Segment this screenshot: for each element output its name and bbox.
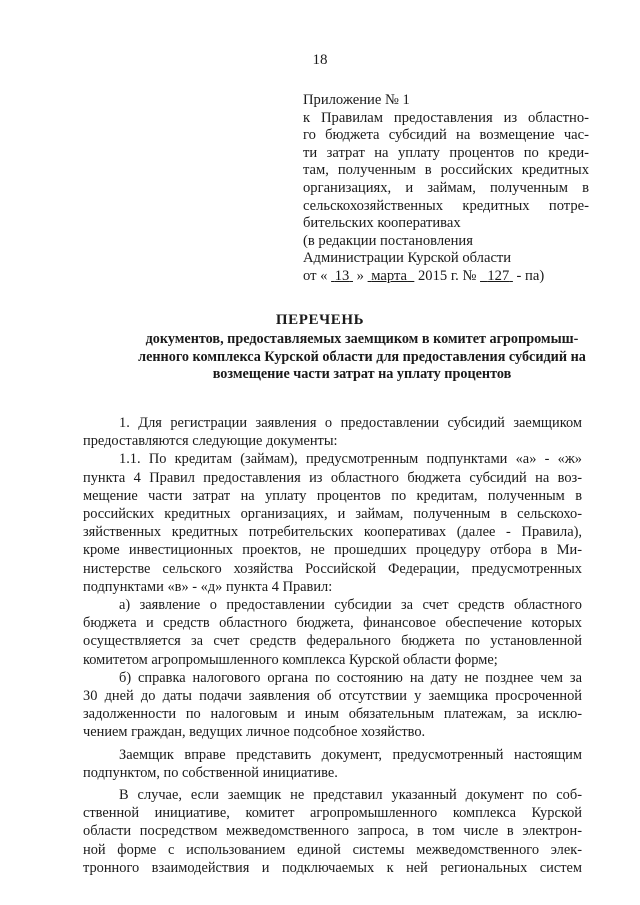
body-line: зяйственных кредитных потребительских кооперативах (далее - Правила), bbox=[83, 524, 582, 541]
appendix-line: организациях, и займам, полученным в bbox=[303, 179, 589, 196]
date-year: 2015 г. № bbox=[417, 267, 477, 284]
subtitle-line: возмещение части затрат на уплату процентов bbox=[212, 366, 512, 382]
body-line: б) справка налогового органа по состоянию на дату не позднее чем за bbox=[119, 669, 582, 686]
appendix-line: Приложение № 1 bbox=[303, 92, 410, 108]
body-line: нистерстве сельского хозяйства Российской Федерации, предусмотренных bbox=[83, 560, 582, 577]
body-line: тронного взаимодействия и подключаемых к ней региональных систем bbox=[83, 859, 582, 876]
body-line: а) заявление о предоставлении субсидии за счет средств областного bbox=[119, 597, 582, 614]
appendix-date-line bbox=[303, 268, 589, 286]
appendix-line: го бюджета субсидий на возмещение час- bbox=[303, 127, 589, 144]
document-body bbox=[83, 414, 582, 877]
body-line: 1.1. По кредитам (займам), предусмотренным подпунктами «а» - «ж» bbox=[119, 451, 582, 468]
date-day: 13 bbox=[334, 267, 350, 284]
body-line: российских кредитных организациях, и займам, полученным в сельскохо- bbox=[83, 506, 582, 523]
appendix-line: ти затрат на уплату процентов по креди- bbox=[303, 144, 589, 161]
appendix-line: бительских кооперативах bbox=[303, 215, 461, 232]
document-subtitle bbox=[112, 331, 612, 384]
appendix-line: там, полученным в российских кредитных bbox=[303, 162, 589, 179]
body-line: области посредством межведомственного запроса, в том числе в электрон- bbox=[83, 823, 582, 840]
page-number: 18 bbox=[312, 52, 328, 68]
body-line: 30 дней до даты подачи заявления об отсутствии у заемщика просроченной bbox=[83, 688, 582, 705]
body-line: подпунктами «в» - «д» пункта 4 Правил: bbox=[83, 578, 333, 595]
body-line: бюджета и средств областного бюджета, финансовое обеспечение которых bbox=[83, 615, 582, 632]
body-line: подпунктом, по собственной инициативе. bbox=[83, 764, 338, 781]
document-title: ПЕРЕЧЕНЬ bbox=[275, 312, 365, 328]
body-line: задолженности по налоговым и иным обязательным платежам, за исклю- bbox=[83, 706, 582, 723]
body-line: В случае, если заемщик не представил указанный документ по соб- bbox=[119, 787, 582, 804]
subtitle-line: ленного комплекса Курской области для предоставления субсидий на bbox=[138, 348, 586, 365]
body-line: 1. Для регистрации заявления о предоставлении субсидий заемщиком bbox=[119, 415, 582, 431]
appendix-line: сельскохозяйственных кредитных потре- bbox=[303, 197, 589, 214]
date-mid: » bbox=[356, 267, 364, 284]
body-line: кроме инвестиционных проектов, не прошедших процедуру отбора в Ми- bbox=[83, 542, 582, 559]
date-prefix: от « bbox=[303, 267, 328, 284]
date-number: 127 bbox=[487, 267, 510, 284]
appendix-line: к Правилам предоставления из областно- bbox=[303, 109, 589, 126]
body-line: пункта 4 Правил предоставления из областного бюджета субсидий на воз- bbox=[83, 469, 582, 486]
body-line: ственной инициативе, комитет агропромышленного комплекса Курской bbox=[83, 805, 582, 822]
body-line: предоставляются следующие документы: bbox=[83, 433, 338, 450]
subtitle-line: документов, предоставляемых заемщиком в комитет агропромыш- bbox=[145, 331, 579, 347]
body-line: чением граждан, ведущих личное подсобное хозяйство. bbox=[83, 724, 426, 741]
body-line: мещение части затрат на уплату процентов по кредитам, полученным в bbox=[83, 487, 582, 504]
appendix-block bbox=[303, 92, 589, 286]
body-line: осуществляется за счет средств федерального бюджета по установленной bbox=[83, 633, 582, 650]
appendix-line: (в редакции постановления bbox=[303, 232, 473, 249]
body-line: комитетом агропромышленного комплекса Курской области форме; bbox=[83, 651, 498, 668]
body-line: Заемщик вправе представить документ, предусмотренный настоящим bbox=[119, 746, 582, 763]
body-line: ной форме с использованием единой системы межведомственного элек- bbox=[83, 841, 582, 858]
appendix-line: Администрации Курской области bbox=[303, 250, 512, 267]
date-month: марта bbox=[371, 267, 408, 284]
date-suffix: - па) bbox=[516, 267, 545, 284]
